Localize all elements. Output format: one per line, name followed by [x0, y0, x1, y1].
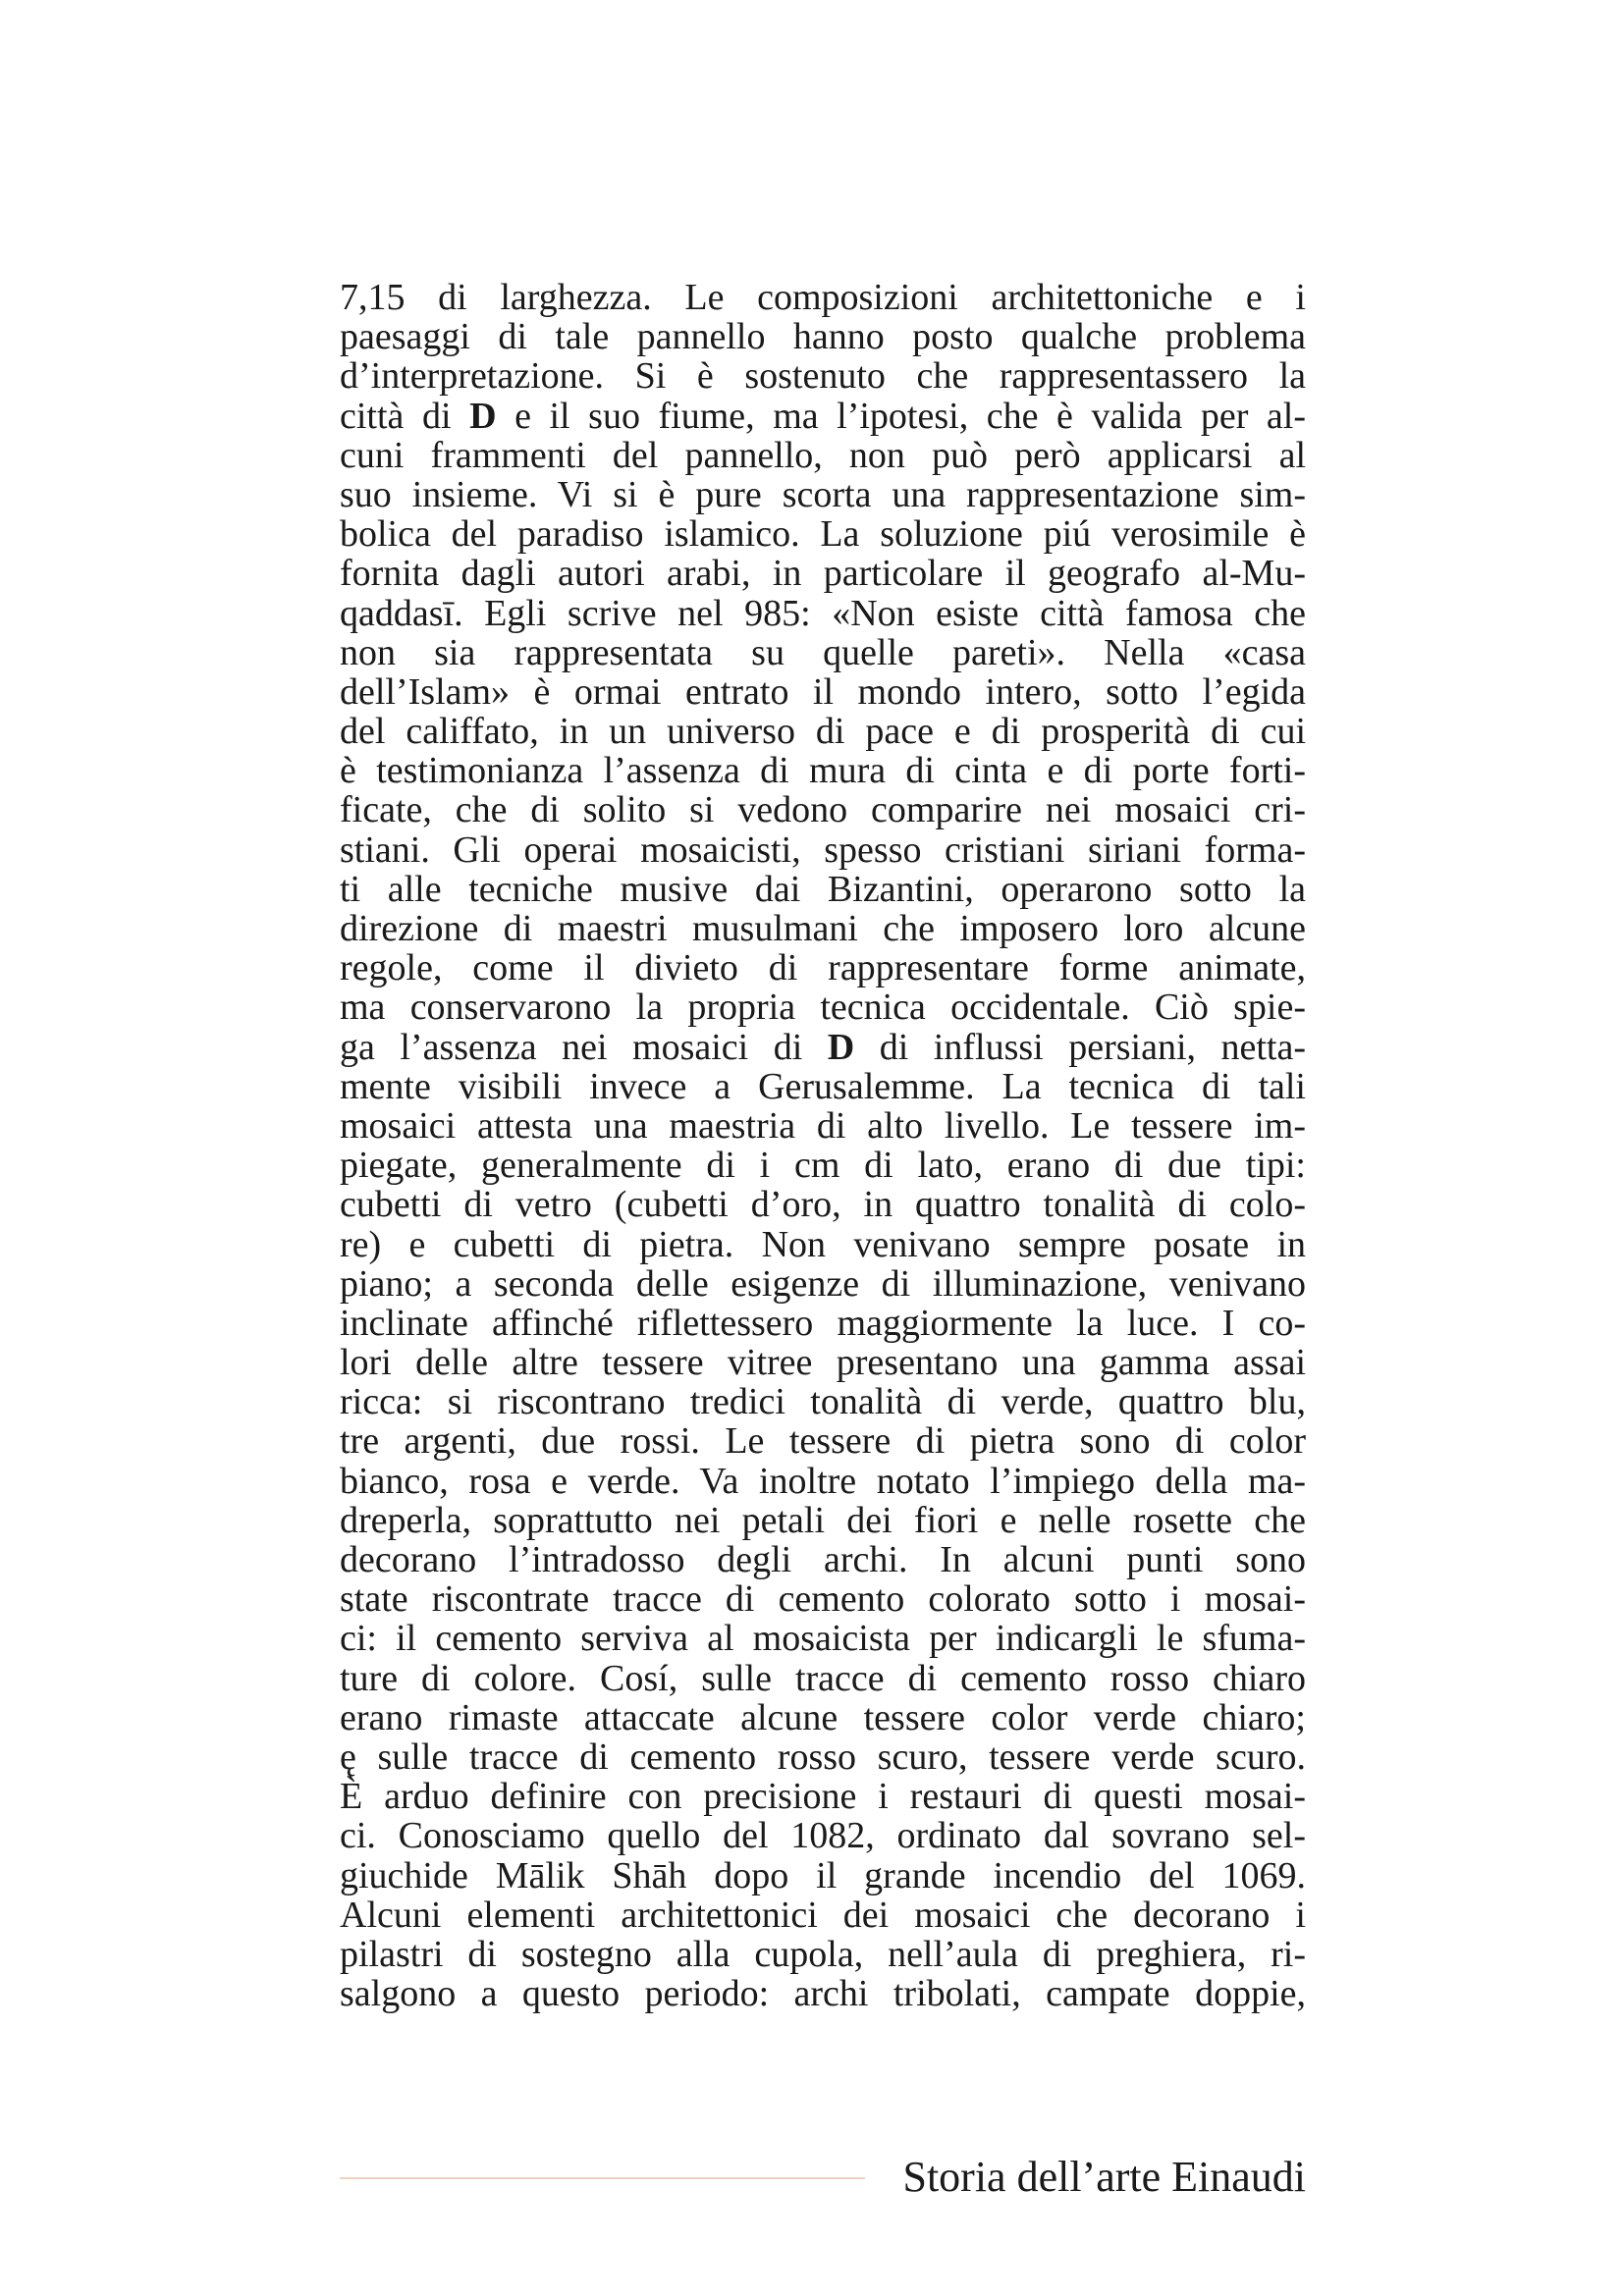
page-footer — [340, 2150, 1306, 2209]
text-line: È arduo definire con precisione i restauri di questi mosai- — [340, 1776, 1306, 1818]
text-line: stiani. Gli operai mosaicisti, spesso cristiani siriani forma- — [340, 828, 1306, 871]
text-line: non sia rappresentata su quelle pareti». Nella «casa — [340, 631, 1306, 673]
text-line: ficate, che di solito si vedono comparire nei mosaici cri- — [340, 789, 1306, 831]
text-line: bianco, rosa e verde. Va inoltre notato l’impiego della ma- — [340, 1460, 1306, 1502]
text-line: ti alle tecniche musive dai Bizantini, operarono sotto la — [340, 868, 1306, 910]
text-line: è testimonianza l’assenza di mura di cinta e di porte forti- — [340, 750, 1306, 792]
text-line: pilastri di sostegno alla cupola, nell’aula di preghiera, ri- — [340, 1933, 1306, 1975]
text-line: piegate, generalmente di i cm di lato, erano di due tipi: — [340, 1145, 1306, 1187]
text-line: ga l’assenza nei mosaici di D di influssi persiani, netta- — [340, 1026, 1306, 1068]
text-line: erano rimaste attaccate alcune tessere color verde chiaro; — [340, 1696, 1306, 1738]
text-line: dreperla, soprattutto nei petali dei fiori e nelle rosette che — [340, 1499, 1306, 1541]
text-line: fornita dagli autori arabi, in particolare il geografo al-Mu- — [340, 553, 1306, 595]
text-line: decorano l’intradosso degli archi. In alcuni punti sono — [340, 1539, 1306, 1580]
text-line: del califfato, in un universo di pace e di prosperità di cui — [340, 711, 1306, 753]
text-line: re) e cubetti di pietra. Non venivano sempre posate in — [340, 1223, 1306, 1265]
text-line: bolica del paradiso islamico. La soluzione piú verosimile è — [340, 513, 1306, 556]
text-line: mente visibili invece a Gerusalemme. La tecnica di tali — [340, 1065, 1306, 1107]
city-abbreviation: D — [827, 1026, 855, 1068]
text-line: inclinate affinché riflettessero maggiormente la luce. I co- — [340, 1302, 1306, 1344]
city-abbreviation: D — [469, 395, 497, 437]
text-line: ci. Conosciamo quello del 1082, ordinato dal sovrano sel- — [340, 1815, 1306, 1857]
text-line: ricca: si riscontrano tredici tonalità di verde, quattro blu, — [340, 1381, 1306, 1423]
text-line: dell’Islam» è ormai entrato il mondo intero, sotto l’egida — [340, 670, 1306, 713]
text-line: mosaici attesta una maestria di alto livello. Le tessere im- — [340, 1104, 1306, 1147]
text-line: piano; a seconda delle esigenze di illuminazione, venivano — [340, 1262, 1306, 1305]
text-line: suo insieme. Vi si è pure scorta una rappresentazione sim- — [340, 473, 1306, 515]
footer-rule — [340, 2177, 865, 2179]
text-line: ci: il cemento serviva al mosaicista per indicargli le sfuma- — [340, 1618, 1306, 1660]
text-line: ę sulle tracce di cemento rosso scuro, tessere verde scuro. — [340, 1735, 1306, 1778]
text-line: paesaggi di tale pannello hanno posto qualche problema — [340, 316, 1306, 358]
text-line: giuchide Mālik Shāh dopo il grande incendio del 1069. — [340, 1854, 1306, 1896]
text-line: salgono a questo periodo: archi tribolati, campate doppie, — [340, 1973, 1306, 2015]
text-line: d’interpretazione. Si è sostenuto che rappresentassero la — [340, 355, 1306, 398]
text-line: direzione di maestri musulmani che imposero loro alcune — [340, 908, 1306, 949]
text-line: cuni frammenti del pannello, non può però applicarsi al — [340, 434, 1306, 476]
text-line: lori delle altre tessere vitree presentano una gamma assai — [340, 1342, 1306, 1384]
text-line: regole, come il divieto di rappresentare forme animate, — [340, 947, 1306, 989]
text-line: cubetti di vetro (cubetti d’oro, in quattro tonalità di colo- — [340, 1184, 1306, 1226]
text-line: 7,15 di larghezza. Le composizioni architettoniche e i — [340, 277, 1306, 318]
text-line: ture di colore. Cosí, sulle tracce di cemento rosso chiaro — [340, 1657, 1306, 1699]
text-line: qaddasī. Egli scrive nel 985: «Non esiste città famosa che — [340, 592, 1306, 634]
text-line: Alcuni elementi architettonici dei mosaici che decorano i — [340, 1894, 1306, 1936]
publisher-label: Storia dell’arte Einaudi — [902, 2153, 1306, 2201]
text-line: tre argenti, due rossi. Le tessere di pietra sono di color — [340, 1420, 1306, 1463]
text-line: ma conservarono la propria tecnica occidentale. Ciò spie- — [340, 987, 1306, 1029]
text-line: città di D e il suo fiume, ma l’ipotesi, che è valida per al- — [340, 395, 1306, 437]
text-line: state riscontrate tracce di cemento colorato sotto i mosai- — [340, 1578, 1306, 1621]
body-text — [340, 278, 1306, 2013]
